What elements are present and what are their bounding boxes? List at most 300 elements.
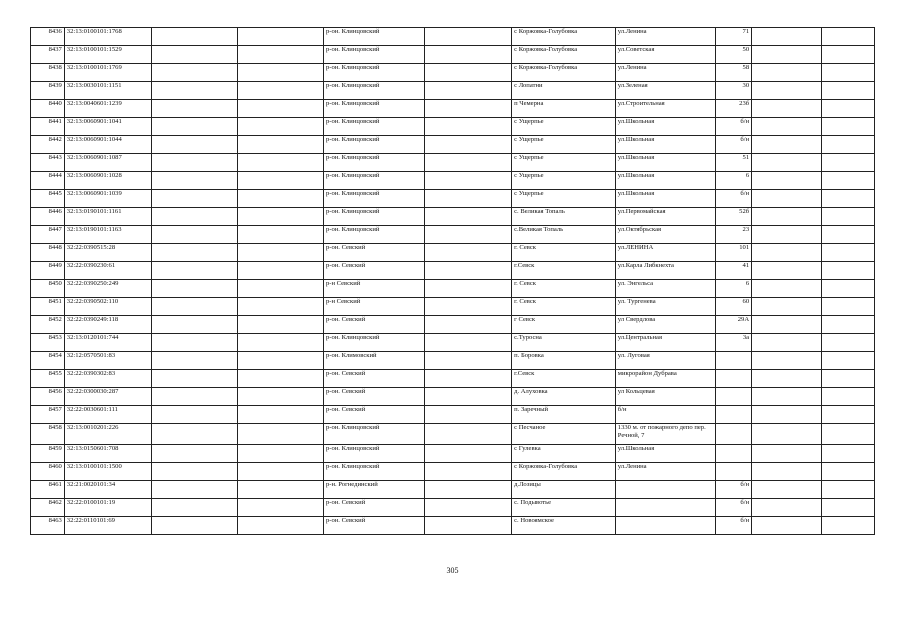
cadastral-number-cell: 32:13:0060901:1087: [64, 154, 151, 172]
empty-cell: [238, 208, 324, 226]
record-number-cell: 8446: [31, 208, 65, 226]
empty-cell: [425, 424, 512, 445]
empty-cell: [151, 100, 238, 118]
house-number-cell: б/н: [716, 190, 752, 208]
record-number-cell: 8454: [31, 352, 65, 370]
empty-cell: [752, 388, 822, 406]
cadastral-number-cell: 32:22:0390230:61: [64, 262, 151, 280]
table-row: [31, 352, 875, 370]
empty-cell: [425, 136, 512, 154]
street-cell: ул. Луговая: [615, 352, 715, 370]
record-number-cell: 8458: [31, 424, 65, 445]
settlement-cell: с Песчаное: [512, 424, 616, 445]
settlement-cell: с Ущерпье: [512, 172, 616, 190]
street-cell: [615, 499, 715, 517]
empty-cell: [151, 445, 238, 463]
empty-cell: [425, 64, 512, 82]
empty-cell: [752, 463, 822, 481]
table-row: [31, 244, 875, 262]
settlement-cell: с. Новоямское: [512, 517, 616, 535]
street-cell: ул.Центральная: [615, 334, 715, 352]
record-number-cell: 8452: [31, 316, 65, 334]
record-number-cell: 8443: [31, 154, 65, 172]
cadastral-number-cell: 32:22:0390302:83: [64, 370, 151, 388]
empty-cell: [238, 28, 324, 46]
cadastral-number-cell: 32:22:0030601:111: [64, 406, 151, 424]
empty-cell: [151, 352, 238, 370]
empty-cell: [821, 46, 874, 64]
empty-cell: [425, 463, 512, 481]
table-row: [31, 370, 875, 388]
empty-cell: [821, 334, 874, 352]
table-row: [31, 262, 875, 280]
cadastral-number-cell: 32:22:0300030:287: [64, 388, 151, 406]
empty-cell: [425, 244, 512, 262]
empty-cell: [821, 82, 874, 100]
cadastral-number-cell: 32:22:0390249:118: [64, 316, 151, 334]
table-row: [31, 424, 875, 445]
empty-cell: [425, 499, 512, 517]
street-cell: ул.Школьная: [615, 190, 715, 208]
empty-cell: [151, 82, 238, 100]
settlement-cell: г. Севск: [512, 280, 616, 298]
street-cell: микрорайон Дубрава: [615, 370, 715, 388]
empty-cell: [425, 82, 512, 100]
house-number-cell: б/н: [716, 118, 752, 136]
table-row: [31, 46, 875, 64]
settlement-cell: с Коржовка-Голубовка: [512, 46, 616, 64]
empty-cell: [821, 118, 874, 136]
record-number-cell: 8438: [31, 64, 65, 82]
empty-cell: [238, 136, 324, 154]
house-number-cell: [716, 463, 752, 481]
cadastral-number-cell: 32:13:0100101:1769: [64, 64, 151, 82]
empty-cell: [752, 280, 822, 298]
street-cell: ул.Школьная: [615, 118, 715, 136]
cadastral-number-cell: 32:13:0060901:1039: [64, 190, 151, 208]
empty-cell: [752, 118, 822, 136]
table-row: [31, 388, 875, 406]
settlement-cell: г. Севск: [512, 244, 616, 262]
empty-cell: [821, 499, 874, 517]
street-cell: б/н: [615, 406, 715, 424]
house-number-cell: 29А: [716, 316, 752, 334]
empty-cell: [821, 136, 874, 154]
empty-cell: [151, 499, 238, 517]
empty-cell: [151, 406, 238, 424]
empty-cell: [151, 280, 238, 298]
table-row: [31, 334, 875, 352]
empty-cell: [821, 100, 874, 118]
empty-cell: [425, 370, 512, 388]
settlement-cell: п. Заречный: [512, 406, 616, 424]
empty-cell: [151, 118, 238, 136]
page-number: 305: [446, 566, 459, 575]
empty-cell: [752, 334, 822, 352]
district-cell: р-он. Севский: [323, 316, 424, 334]
empty-cell: [821, 388, 874, 406]
empty-cell: [238, 334, 324, 352]
street-cell: ул. Тургенева: [615, 298, 715, 316]
table-row: [31, 172, 875, 190]
empty-cell: [151, 370, 238, 388]
empty-cell: [238, 64, 324, 82]
record-number-cell: 8463: [31, 517, 65, 535]
table-row: [31, 190, 875, 208]
cadastral-number-cell: 32:13:0030101:1151: [64, 82, 151, 100]
house-number-cell: 101: [716, 244, 752, 262]
empty-cell: [752, 100, 822, 118]
empty-cell: [151, 208, 238, 226]
table-row: [31, 28, 875, 46]
empty-cell: [425, 517, 512, 535]
empty-cell: [238, 154, 324, 172]
empty-cell: [425, 481, 512, 499]
table-row: [31, 100, 875, 118]
table-row: [31, 64, 875, 82]
cadastral-number-cell: 32:21:0020101:34: [64, 481, 151, 499]
empty-cell: [821, 208, 874, 226]
empty-cell: [752, 226, 822, 244]
district-cell: р-он. Севский: [323, 406, 424, 424]
house-number-cell: 52б: [716, 208, 752, 226]
district-cell: р-он. Клинцовский: [323, 424, 424, 445]
empty-cell: [425, 46, 512, 64]
street-cell: ул Кольцевая: [615, 388, 715, 406]
record-number-cell: 8462: [31, 499, 65, 517]
cadastral-number-cell: 32:13:0010201:226: [64, 424, 151, 445]
empty-cell: [425, 100, 512, 118]
table-row: [31, 499, 875, 517]
record-number-cell: 8439: [31, 82, 65, 100]
record-number-cell: 8459: [31, 445, 65, 463]
district-cell: р-он. Клинцовский: [323, 118, 424, 136]
empty-cell: [752, 208, 822, 226]
empty-cell: [425, 316, 512, 334]
table-row: [31, 406, 875, 424]
empty-cell: [821, 190, 874, 208]
district-cell: р-он. Клинцовский: [323, 136, 424, 154]
street-cell: ул. Энгельса: [615, 280, 715, 298]
street-cell: ул.Первомайская: [615, 208, 715, 226]
empty-cell: [238, 190, 324, 208]
house-number-cell: 6: [716, 172, 752, 190]
table-row: [31, 154, 875, 172]
empty-cell: [238, 280, 324, 298]
cadastral-number-cell: 32:13:0100101:1768: [64, 28, 151, 46]
empty-cell: [821, 226, 874, 244]
record-number-cell: 8441: [31, 118, 65, 136]
settlement-cell: г.Севск: [512, 370, 616, 388]
street-cell: ул.Зеленая: [615, 82, 715, 100]
cadastral-number-cell: 32:22:0390502:110: [64, 298, 151, 316]
record-number-cell: 8457: [31, 406, 65, 424]
house-number-cell: б/н: [716, 517, 752, 535]
empty-cell: [238, 82, 324, 100]
district-cell: р-он. Севский: [323, 244, 424, 262]
street-cell: ул.Строительная: [615, 100, 715, 118]
house-number-cell: 60: [716, 298, 752, 316]
settlement-cell: с Лопатни: [512, 82, 616, 100]
empty-cell: [238, 298, 324, 316]
cadastral-number-cell: 32:22:0100101:19: [64, 499, 151, 517]
table-row: [31, 82, 875, 100]
house-number-cell: 41: [716, 262, 752, 280]
settlement-cell: с Ущерпье: [512, 136, 616, 154]
cadastral-number-cell: 32:13:0100101:1500: [64, 463, 151, 481]
empty-cell: [752, 424, 822, 445]
empty-cell: [821, 463, 874, 481]
cadastral-number-cell: 32:13:0060901:1028: [64, 172, 151, 190]
empty-cell: [752, 406, 822, 424]
empty-cell: [151, 481, 238, 499]
empty-cell: [425, 118, 512, 136]
empty-cell: [425, 28, 512, 46]
empty-cell: [752, 499, 822, 517]
record-number-cell: 8461: [31, 481, 65, 499]
settlement-cell: г Севск: [512, 316, 616, 334]
settlement-cell: с. Великая Топаль: [512, 208, 616, 226]
empty-cell: [752, 172, 822, 190]
empty-cell: [821, 406, 874, 424]
table-row: [31, 118, 875, 136]
table-row: [31, 280, 875, 298]
empty-cell: [238, 499, 324, 517]
empty-cell: [821, 172, 874, 190]
empty-cell: [151, 262, 238, 280]
empty-cell: [821, 298, 874, 316]
settlement-cell: с Ущерпье: [512, 190, 616, 208]
cadastral-number-cell: 32:22:0110101:69: [64, 517, 151, 535]
district-cell: р-он. Севский: [323, 262, 424, 280]
record-number-cell: 8440: [31, 100, 65, 118]
settlement-cell: с. Подывотье: [512, 499, 616, 517]
empty-cell: [752, 445, 822, 463]
empty-cell: [425, 298, 512, 316]
empty-cell: [752, 64, 822, 82]
district-cell: р-он. Клинцовский: [323, 190, 424, 208]
house-number-cell: [716, 445, 752, 463]
street-cell: ул.Школьная: [615, 445, 715, 463]
empty-cell: [151, 517, 238, 535]
cadastral-number-cell: 32:13:0060901:1041: [64, 118, 151, 136]
empty-cell: [821, 424, 874, 445]
empty-cell: [238, 481, 324, 499]
street-cell: 1330 м. от пожарного депо пер. Речной, 7: [615, 424, 715, 445]
empty-cell: [151, 46, 238, 64]
empty-cell: [238, 517, 324, 535]
house-number-cell: б/н: [716, 499, 752, 517]
record-number-cell: 8447: [31, 226, 65, 244]
district-cell: р-н Севский: [323, 298, 424, 316]
empty-cell: [151, 136, 238, 154]
empty-cell: [752, 481, 822, 499]
record-number-cell: 8453: [31, 334, 65, 352]
house-number-cell: 58: [716, 64, 752, 82]
cadastral-number-cell: 32:12:0570501:83: [64, 352, 151, 370]
district-cell: р-он. Клинцовский: [323, 334, 424, 352]
record-number-cell: 8448: [31, 244, 65, 262]
house-number-cell: 51: [716, 154, 752, 172]
settlement-cell: с Гулевка: [512, 445, 616, 463]
cadastral-number-cell: 32:13:0190101:1161: [64, 208, 151, 226]
street-cell: [615, 481, 715, 499]
cadastral-number-cell: 32:22:0390515:28: [64, 244, 151, 262]
empty-cell: [238, 244, 324, 262]
empty-cell: [821, 64, 874, 82]
district-cell: р-он. Клинцовский: [323, 82, 424, 100]
street-cell: [615, 517, 715, 535]
district-cell: р-н Севский: [323, 280, 424, 298]
empty-cell: [238, 172, 324, 190]
empty-cell: [821, 517, 874, 535]
empty-cell: [151, 424, 238, 445]
table-row: [31, 463, 875, 481]
settlement-cell: с Коржовка-Голубовка: [512, 28, 616, 46]
table-row: [31, 316, 875, 334]
empty-cell: [238, 406, 324, 424]
street-cell: ул.Школьная: [615, 172, 715, 190]
empty-cell: [821, 244, 874, 262]
empty-cell: [752, 190, 822, 208]
empty-cell: [821, 280, 874, 298]
empty-cell: [752, 154, 822, 172]
record-number-cell: 8445: [31, 190, 65, 208]
settlement-cell: с Коржовка-Голубовка: [512, 64, 616, 82]
empty-cell: [752, 244, 822, 262]
registry-table-body: [31, 28, 875, 535]
empty-cell: [821, 262, 874, 280]
table-row: [31, 445, 875, 463]
house-number-cell: [716, 388, 752, 406]
empty-cell: [425, 406, 512, 424]
house-number-cell: 71: [716, 28, 752, 46]
empty-cell: [238, 463, 324, 481]
empty-cell: [238, 424, 324, 445]
cadastral-number-cell: 32:13:0060901:1044: [64, 136, 151, 154]
street-cell: ул.Ленина: [615, 463, 715, 481]
empty-cell: [425, 352, 512, 370]
settlement-cell: с.Туросна: [512, 334, 616, 352]
settlement-cell: д.Лозицы: [512, 481, 616, 499]
street-cell: ул.Школьная: [615, 136, 715, 154]
empty-cell: [752, 352, 822, 370]
house-number-cell: [716, 406, 752, 424]
record-number-cell: 8437: [31, 46, 65, 64]
empty-cell: [752, 136, 822, 154]
empty-cell: [151, 154, 238, 172]
district-cell: р-он. Севский: [323, 370, 424, 388]
empty-cell: [821, 370, 874, 388]
street-cell: ул.Школьная: [615, 154, 715, 172]
empty-cell: [752, 298, 822, 316]
empty-cell: [821, 352, 874, 370]
cadastral-number-cell: 32:13:0100101:1529: [64, 46, 151, 64]
empty-cell: [238, 316, 324, 334]
record-number-cell: 8442: [31, 136, 65, 154]
empty-cell: [752, 517, 822, 535]
empty-cell: [238, 352, 324, 370]
cadastral-number-cell: 32:13:0150601:708: [64, 445, 151, 463]
empty-cell: [238, 226, 324, 244]
empty-cell: [752, 262, 822, 280]
record-number-cell: 8455: [31, 370, 65, 388]
record-number-cell: 8449: [31, 262, 65, 280]
district-cell: р-он. Клинцовский: [323, 463, 424, 481]
empty-cell: [238, 100, 324, 118]
house-number-cell: 30: [716, 82, 752, 100]
district-cell: р-он. Клинцовский: [323, 172, 424, 190]
empty-cell: [821, 445, 874, 463]
empty-cell: [752, 82, 822, 100]
empty-cell: [752, 46, 822, 64]
settlement-cell: п. Боровка: [512, 352, 616, 370]
street-cell: ул Свердлова: [615, 316, 715, 334]
empty-cell: [151, 190, 238, 208]
empty-cell: [425, 262, 512, 280]
empty-cell: [752, 370, 822, 388]
empty-cell: [425, 226, 512, 244]
street-cell: ул.Советская: [615, 46, 715, 64]
district-cell: р-он. Клинцовский: [323, 226, 424, 244]
table-row: [31, 481, 875, 499]
cadastral-number-cell: 32:22:0390250:249: [64, 280, 151, 298]
settlement-cell: с Ущерпье: [512, 154, 616, 172]
district-cell: р-он. Клинцовский: [323, 46, 424, 64]
table-row: [31, 517, 875, 535]
record-number-cell: 8450: [31, 280, 65, 298]
settlement-cell: с.Великая Топаль: [512, 226, 616, 244]
empty-cell: [151, 64, 238, 82]
table-row: [31, 226, 875, 244]
street-cell: ул.ЛЕНИНА: [615, 244, 715, 262]
cadastral-number-cell: 32:13:0120101:744: [64, 334, 151, 352]
cadastral-number-cell: 32:13:0190101:1163: [64, 226, 151, 244]
table-row: [31, 136, 875, 154]
record-number-cell: 8460: [31, 463, 65, 481]
settlement-cell: г. Севск: [512, 298, 616, 316]
empty-cell: [821, 154, 874, 172]
district-cell: р-он. Клинцовский: [323, 100, 424, 118]
empty-cell: [752, 28, 822, 46]
street-cell: ул.Ленина: [615, 64, 715, 82]
settlement-cell: с Коржовка-Голубовка: [512, 463, 616, 481]
house-number-cell: 6: [716, 280, 752, 298]
registry-sheet: [30, 27, 875, 535]
empty-cell: [151, 226, 238, 244]
district-cell: р-он. Клинцовский: [323, 445, 424, 463]
house-number-cell: 3а: [716, 334, 752, 352]
empty-cell: [238, 388, 324, 406]
street-cell: ул.Ленина: [615, 28, 715, 46]
house-number-cell: 50: [716, 46, 752, 64]
house-number-cell: 23б: [716, 100, 752, 118]
district-cell: р-он. Климовский: [323, 352, 424, 370]
district-cell: р-он. Клинцовский: [323, 154, 424, 172]
empty-cell: [425, 334, 512, 352]
empty-cell: [238, 118, 324, 136]
empty-cell: [425, 154, 512, 172]
empty-cell: [238, 46, 324, 64]
house-number-cell: [716, 352, 752, 370]
settlement-cell: д. Алуховка: [512, 388, 616, 406]
record-number-cell: 8444: [31, 172, 65, 190]
district-cell: р-н. Рогнединский: [323, 481, 424, 499]
cadastral-number-cell: 32:13:0040601:1239: [64, 100, 151, 118]
empty-cell: [151, 388, 238, 406]
settlement-cell: п Чемерна: [512, 100, 616, 118]
record-number-cell: 8436: [31, 28, 65, 46]
